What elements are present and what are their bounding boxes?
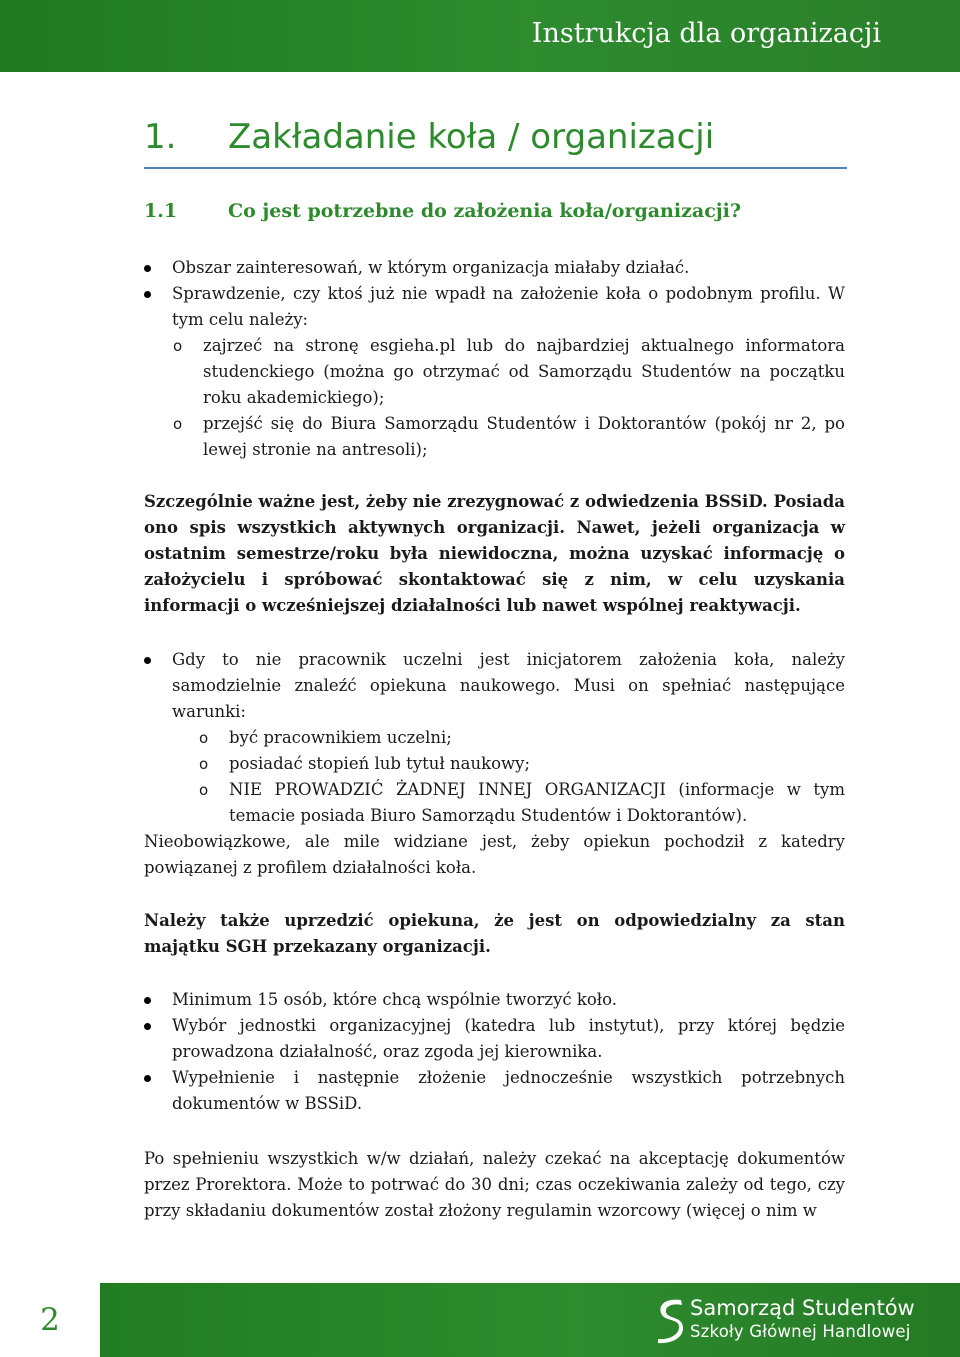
heading-2 xyxy=(144,200,847,222)
sub-list-item xyxy=(144,411,845,463)
supervisor-note: Nieobowiązkowe, ale mile widziane jest, żeby opiekun pochodził z katedry powiązanej z profilem działalności koła. xyxy=(144,832,845,877)
list-item-text: Obszar zainteresowań, w którym organizacja miałaby działać. xyxy=(172,258,690,277)
sub-list-item xyxy=(170,751,845,777)
sub-list-item-text: NIE PROWADZIĆ ŻADNEJ INNEJ ORGANIZACJI (informacje w tym temacie posiada Biuro Samorządu Studentów i Doktorantów). xyxy=(229,780,845,825)
list-item-text: Wybór jednostki organizacyjnej (katedra lub instytut), przy której będzie prowadzona działalność, oraz zgoda jej kierownika. xyxy=(172,1016,845,1061)
list-item xyxy=(144,647,845,829)
circle-bullet-icon: o xyxy=(173,337,183,355)
bullet-icon xyxy=(144,1075,151,1082)
circle-bullet-icon: o xyxy=(199,729,209,747)
requirements-list-1 xyxy=(144,255,845,463)
bullet-icon xyxy=(144,265,151,272)
important-note-bssid: Szczególnie ważne jest, żeby nie zrezygnować z odwiedzenia BSSiD. Posiada ono spis wszystkich aktywnych organizacji. Nawet, jeżeli organizacja w ostatnim semestrze/roku była niewidoczna, można uzyskać informację o założycielu i spróbować skontaktować się z nim, w celu uzyskania informacji o wcześniejszej działalności lub nawet wspólnej reaktywacji. xyxy=(144,492,845,615)
heading-2-number: 1.1 xyxy=(144,200,178,222)
bullet-icon xyxy=(144,657,151,664)
sub-list-item-text: posiadać stopień lub tytuł naukowy; xyxy=(229,754,531,773)
bullet-icon xyxy=(144,997,151,1004)
supervisor-responsibility-note: Należy także uprzedzić opiekuna, że jest on odpowiedzialny za stan majątku SGH przekazany organizacji. xyxy=(144,911,845,956)
sub-list-item xyxy=(144,333,845,411)
document-title: Instrukcja dla organizacji xyxy=(531,18,881,49)
sub-list-item-text: być pracownikiem uczelni; xyxy=(229,728,452,747)
requirements-list-3 xyxy=(144,987,845,1117)
list-item-text: Wypełnienie i następnie złożenie jednocześnie wszystkich potrzebnych dokumentów w BSSiD. xyxy=(172,1068,845,1113)
heading-1-text: Zakładanie koła / organizacji xyxy=(228,117,715,157)
circle-bullet-icon: o xyxy=(199,755,209,773)
footer-bar xyxy=(0,1283,960,1357)
page-number: 2 xyxy=(0,1283,100,1357)
acceptance-paragraph: Po spełnieniu wszystkich w/w działań, należy czekać na akceptację dokumentów przez Prorektora. Może to potrwać do 30 dni; czas oczekiwania zależy od tego, czy przy składaniu dokumentów został złożony regulamin wzorcowy (więcej o nim w xyxy=(144,1149,845,1220)
logo-line-2: Szkoły Głównej Handlowej xyxy=(690,1322,911,1341)
list-item-text: Sprawdzenie, czy ktoś już nie wpadł na założenie koła o podobnym profilu. W tym celu należy: xyxy=(172,284,845,329)
sub-list-item-text: zajrzeć na stronę esgieha.pl lub do najbardziej aktualnego informatora studenckiego (można go otrzymać od Samorządu Studentów na początku roku akademickiego); xyxy=(203,336,845,407)
bullet-icon xyxy=(144,291,151,298)
circle-bullet-icon: o xyxy=(199,781,209,799)
samorzad-logo-icon xyxy=(655,1296,685,1344)
list-item xyxy=(144,1065,845,1117)
list-item-text: Minimum 15 osób, które chcą wspólnie tworzyć koło. xyxy=(172,990,618,1009)
sub-list-item xyxy=(170,777,845,829)
logo-line-1: Samorząd Studentów xyxy=(690,1296,915,1320)
bullet-icon xyxy=(144,1023,151,1030)
heading-1 xyxy=(144,117,847,169)
list-item xyxy=(144,1013,845,1065)
list-item xyxy=(144,281,845,463)
heading-1-number: 1. xyxy=(144,117,177,157)
circle-bullet-icon: o xyxy=(173,415,183,433)
list-item-text: Gdy to nie pracownik uczelni jest inicjatorem założenia koła, należy samodzielnie znaleźć opiekuna naukowego. Musi on spełniać następujące warunki: xyxy=(172,650,845,721)
requirements-list-2 xyxy=(144,647,845,829)
list-item xyxy=(144,255,845,281)
sub-list-item xyxy=(170,725,845,751)
list-item xyxy=(144,987,845,1013)
sub-list-item-text: przejść się do Biura Samorządu Studentów i Doktorantów (pokój nr 2, po lewej stronie na antresoli); xyxy=(203,414,845,459)
heading-2-text: Co jest potrzebne do założenia koła/organizacji? xyxy=(228,200,741,222)
